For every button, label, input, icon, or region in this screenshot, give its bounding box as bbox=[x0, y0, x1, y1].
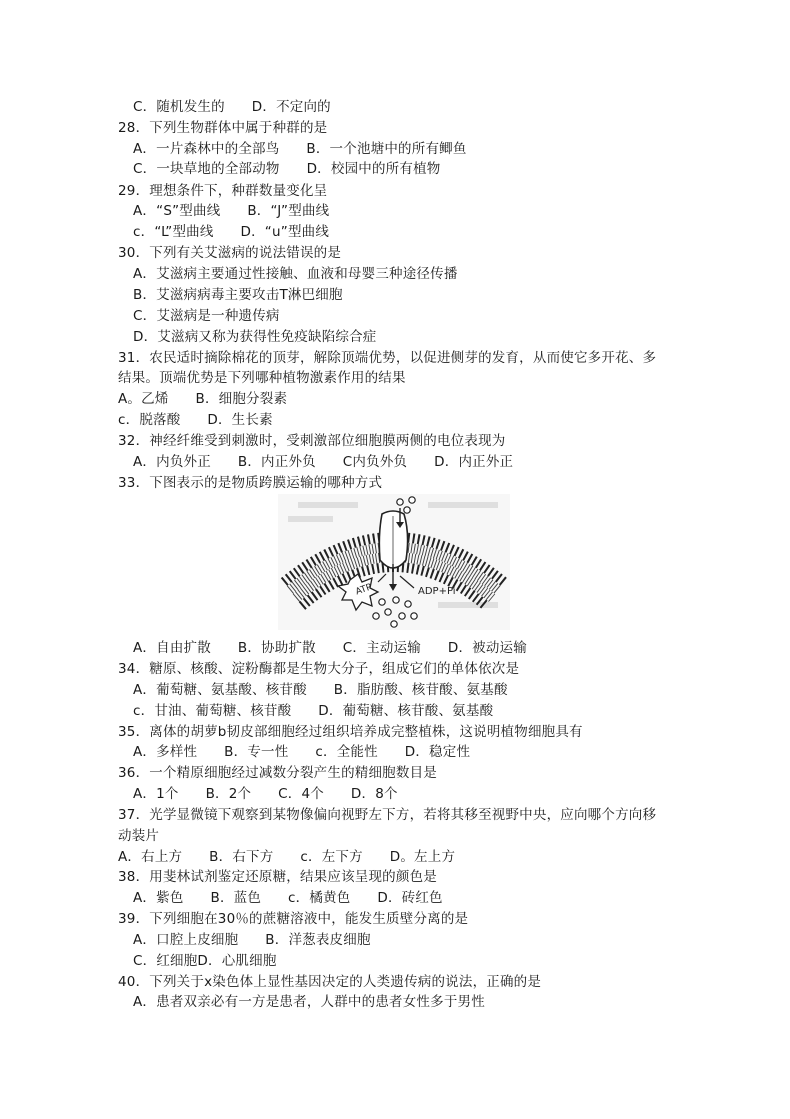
molecule-inside-4 bbox=[385, 609, 391, 615]
molecule-inside-1 bbox=[379, 599, 385, 605]
q38-options: A．紫色 B．蓝色 c．橘黄色 D．砖红色 bbox=[133, 890, 443, 906]
q31-stem-line1: 31．农民适时摘除棉花的顶芽，解除顶端优势，以促进侧芽的发育，从而使它多开花、多 bbox=[118, 350, 657, 366]
q39-options-cd: C．红细胞D．心肌细胞 bbox=[133, 953, 277, 969]
molecule-inside-8 bbox=[391, 621, 397, 627]
q28-options-cd: C．一块草地的全部动物 D．校园中的所有植物 bbox=[133, 161, 441, 177]
q32-options: A．内负外正 B．内正外负 C内负外负 D．内正外正 bbox=[133, 454, 514, 470]
q35-options: A．多样性 B．专一性 c．全能性 D．稳定性 bbox=[133, 744, 471, 760]
molecule-inside-7 bbox=[411, 613, 417, 619]
molecule-outside-3 bbox=[409, 497, 415, 503]
q38-stem: 38．用斐林试剂鉴定还原糖，结果应该呈现的颜色是 bbox=[118, 869, 437, 885]
q30-option-d: D．艾滋病又称为获得性免疫缺陷综合症 bbox=[133, 329, 377, 345]
q33-stem: 33．下图表示的是物质跨膜运输的哪种方式 bbox=[118, 475, 383, 491]
q32-stem: 32．神经纤维受到刺激时，受刺激部位细胞膜两侧的电位表现为 bbox=[118, 433, 506, 449]
q29-options-cd: c．“L”型曲线 D．“u”型曲线 bbox=[133, 224, 330, 240]
molecule-inside-6 bbox=[373, 613, 379, 619]
q31-options-cd: c．脱落酸 D．生长素 bbox=[118, 412, 273, 428]
q30-stem: 30．下列有关艾滋病的说法错误的是 bbox=[118, 245, 342, 261]
molecule-outside-1 bbox=[397, 499, 403, 505]
membrane-transport-figure bbox=[278, 494, 510, 630]
q34-stem: 34．糖原、核酸、淀粉酶都是生物大分子，组成它们的单体依次是 bbox=[118, 661, 520, 677]
q37-options: A．右上方 B．右下方 c．左下方 D。左上方 bbox=[118, 849, 456, 865]
q30-option-a: A．艾滋病主要通过性接触、血液和母婴三种途径传播 bbox=[133, 266, 458, 282]
molecule-inside-3 bbox=[405, 601, 411, 607]
atp-label: ATP bbox=[354, 582, 374, 598]
q28-stem: 28．下列生物群体中属于种群的是 bbox=[118, 120, 328, 136]
q36-options: A．1个 B．2个 C．4个 D．8个 bbox=[133, 786, 398, 802]
q40-option-a: A．患者双亲必有一方是患者，人群中的患者女性多于男性 bbox=[133, 994, 485, 1010]
molecule-inside-2 bbox=[393, 597, 399, 603]
q33-options: A．自由扩散 B．协助扩散 C．主动运输 D．被动运输 bbox=[133, 640, 527, 656]
q34-options-cd: c．甘油、葡萄糖、核苷酸 D．葡萄糖、核苷酸、氨基酸 bbox=[133, 703, 494, 719]
q27-options: C．随机发生的 D．不定向的 bbox=[133, 99, 331, 115]
q36-stem: 36．一个精原细胞经过减数分裂产生的精细胞数目是 bbox=[118, 765, 437, 781]
q29-stem: 29．理想条件下，种群数量变化呈 bbox=[118, 183, 328, 199]
q35-stem: 35．离体的胡萝b韧皮部细胞经过组织培养成完整植株，这说明植物细胞具有 bbox=[118, 724, 583, 740]
molecule-inside-5 bbox=[399, 613, 405, 619]
q39-options-ab: A．口腔上皮细胞 B．洋葱表皮细胞 bbox=[133, 932, 371, 948]
q34-options-ab: A．葡萄糖、氨基酸、核苷酸 B．脂肪酸、核苷酸、氨基酸 bbox=[133, 682, 508, 698]
q29-options-ab: A．“S”型曲线 B．“J”型曲线 bbox=[133, 203, 330, 219]
q40-stem: 40．下列关于x染色体上显性基因决定的人类遗传病的说法，正确的是 bbox=[118, 974, 542, 990]
q31-stem-line2: 结果。顶端优势是下列哪种植物激素作用的结果 bbox=[118, 370, 406, 386]
q37-stem-line1: 37．光学显微镜下观察到某物像偏向视野左下方，若将其移至视野中央，应向哪个方向移 bbox=[118, 807, 657, 823]
adp-label: ADP+Pi bbox=[418, 586, 456, 597]
q28-options-ab: A．一片森林中的全部鸟 B．一个池塘中的所有鲫鱼 bbox=[133, 141, 467, 157]
q37-stem-line2: 动装片 bbox=[118, 828, 160, 844]
q39-stem: 39．下列细胞在30％的蔗糖溶液中，能发生质壁分离的是 bbox=[118, 911, 469, 927]
q30-option-c: C．艾滋病是一种遗传病 bbox=[133, 308, 280, 324]
molecule-outside-2 bbox=[404, 507, 410, 513]
q31-options-ab: A。乙烯 B．细胞分裂素 bbox=[118, 391, 288, 407]
q30-option-b: B．艾滋病病毒主要攻击T淋巴细胞 bbox=[133, 287, 343, 303]
